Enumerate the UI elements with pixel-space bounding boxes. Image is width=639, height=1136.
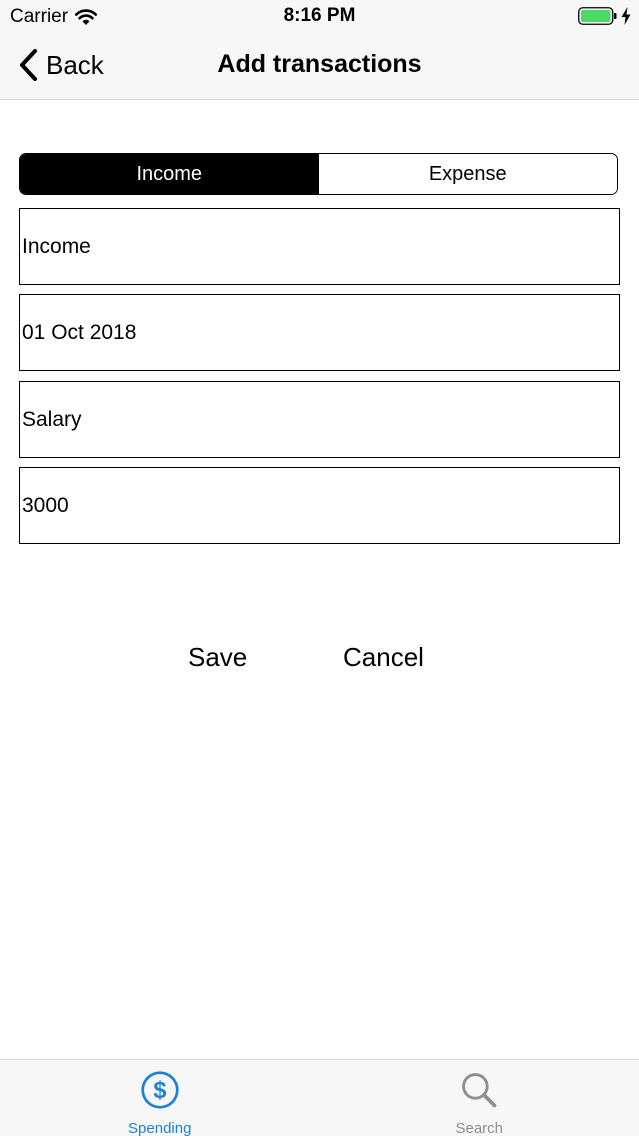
status-bar — [0, 0, 639, 34]
tab-label-spending: Spending — [128, 1120, 192, 1136]
tab-spending[interactable] — [0, 1060, 320, 1136]
cancel-button[interactable]: Cancel — [343, 642, 424, 672]
magnifier-icon — [457, 1070, 501, 1110]
tab-label-search: Search — [455, 1120, 504, 1136]
carrier-label: Carrier — [10, 6, 69, 27]
charging-bolt-icon — [621, 7, 631, 25]
category-field[interactable]: Salary — [19, 381, 620, 458]
type-field[interactable]: Income — [19, 208, 620, 285]
page-title: Add transactions — [217, 50, 422, 78]
battery-group — [578, 7, 631, 25]
back-label: Back — [46, 49, 104, 80]
tab-bar — [0, 1059, 639, 1136]
segment-income[interactable]: Income — [20, 154, 319, 194]
battery-icon — [578, 7, 618, 25]
navigation-bar — [0, 34, 639, 100]
tab-search[interactable] — [320, 1060, 639, 1136]
dollar-circle-icon — [138, 1070, 182, 1110]
status-time: 8:16 PM — [283, 5, 356, 26]
svg-text:$: $ — [153, 1078, 167, 1105]
amount-field[interactable]: 3000 — [19, 467, 620, 544]
date-field[interactable]: 01 Oct 2018 — [19, 294, 620, 371]
save-button[interactable]: Save — [188, 642, 248, 672]
transaction-type-segmented-control — [19, 153, 618, 195]
segment-expense[interactable]: Expense — [319, 154, 618, 194]
